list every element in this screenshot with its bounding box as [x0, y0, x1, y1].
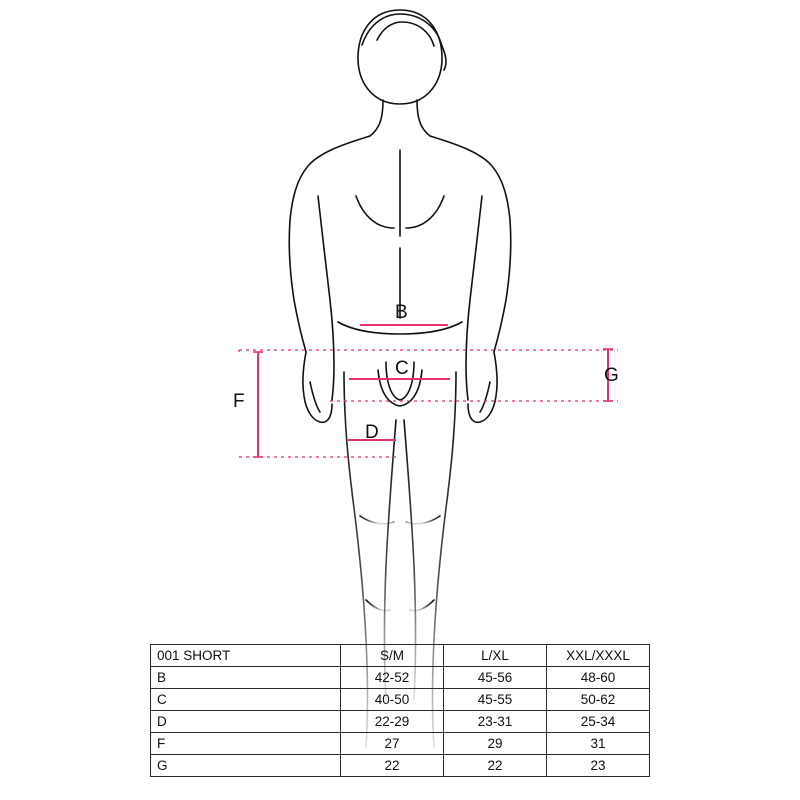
row-c-value-3: 50-62 — [547, 689, 650, 711]
row-d-value-3: 25-34 — [547, 711, 650, 733]
table-row — [151, 689, 650, 711]
row-g-value-2: 22 — [444, 755, 547, 777]
measure-label-c: C — [395, 358, 409, 379]
measure-label-b: B — [395, 302, 408, 323]
row-g-value-1: 22 — [341, 755, 444, 777]
row-b-value-1: 42-52 — [341, 667, 444, 689]
row-d-value-2: 23-31 — [444, 711, 547, 733]
row-label-g: G — [151, 755, 341, 777]
row-c-value-2: 45-55 — [444, 689, 547, 711]
size-table — [150, 644, 650, 777]
row-label-f: F — [151, 733, 341, 755]
row-d-value-1: 22-29 — [341, 711, 444, 733]
measurement-guides — [239, 350, 618, 457]
table-header-size-2: L/XL — [444, 645, 547, 667]
row-label-d: D — [151, 711, 341, 733]
table-row — [151, 755, 650, 777]
table-header-product: 001 SHORT — [151, 645, 341, 667]
table-header-row — [151, 645, 650, 667]
row-label-c: C — [151, 689, 341, 711]
table-row — [151, 711, 650, 733]
row-c-value-1: 40-50 — [341, 689, 444, 711]
measure-label-g: G — [604, 365, 619, 386]
row-b-value-3: 48-60 — [547, 667, 650, 689]
row-f-value-1: 27 — [341, 733, 444, 755]
row-g-value-3: 23 — [547, 755, 650, 777]
measurement-ticks — [253, 349, 613, 457]
row-f-value-2: 29 — [444, 733, 547, 755]
measurement-lines — [258, 325, 608, 457]
table-row — [151, 733, 650, 755]
row-f-value-3: 31 — [547, 733, 650, 755]
row-b-value-2: 45-56 — [444, 667, 547, 689]
row-label-b: B — [151, 667, 341, 689]
table-row — [151, 667, 650, 689]
table-header-size-1: S/M — [341, 645, 444, 667]
measure-label-f: F — [233, 391, 245, 412]
measure-label-d: D — [365, 422, 379, 443]
table-header-size-3: XXL/XXXL — [547, 645, 650, 667]
